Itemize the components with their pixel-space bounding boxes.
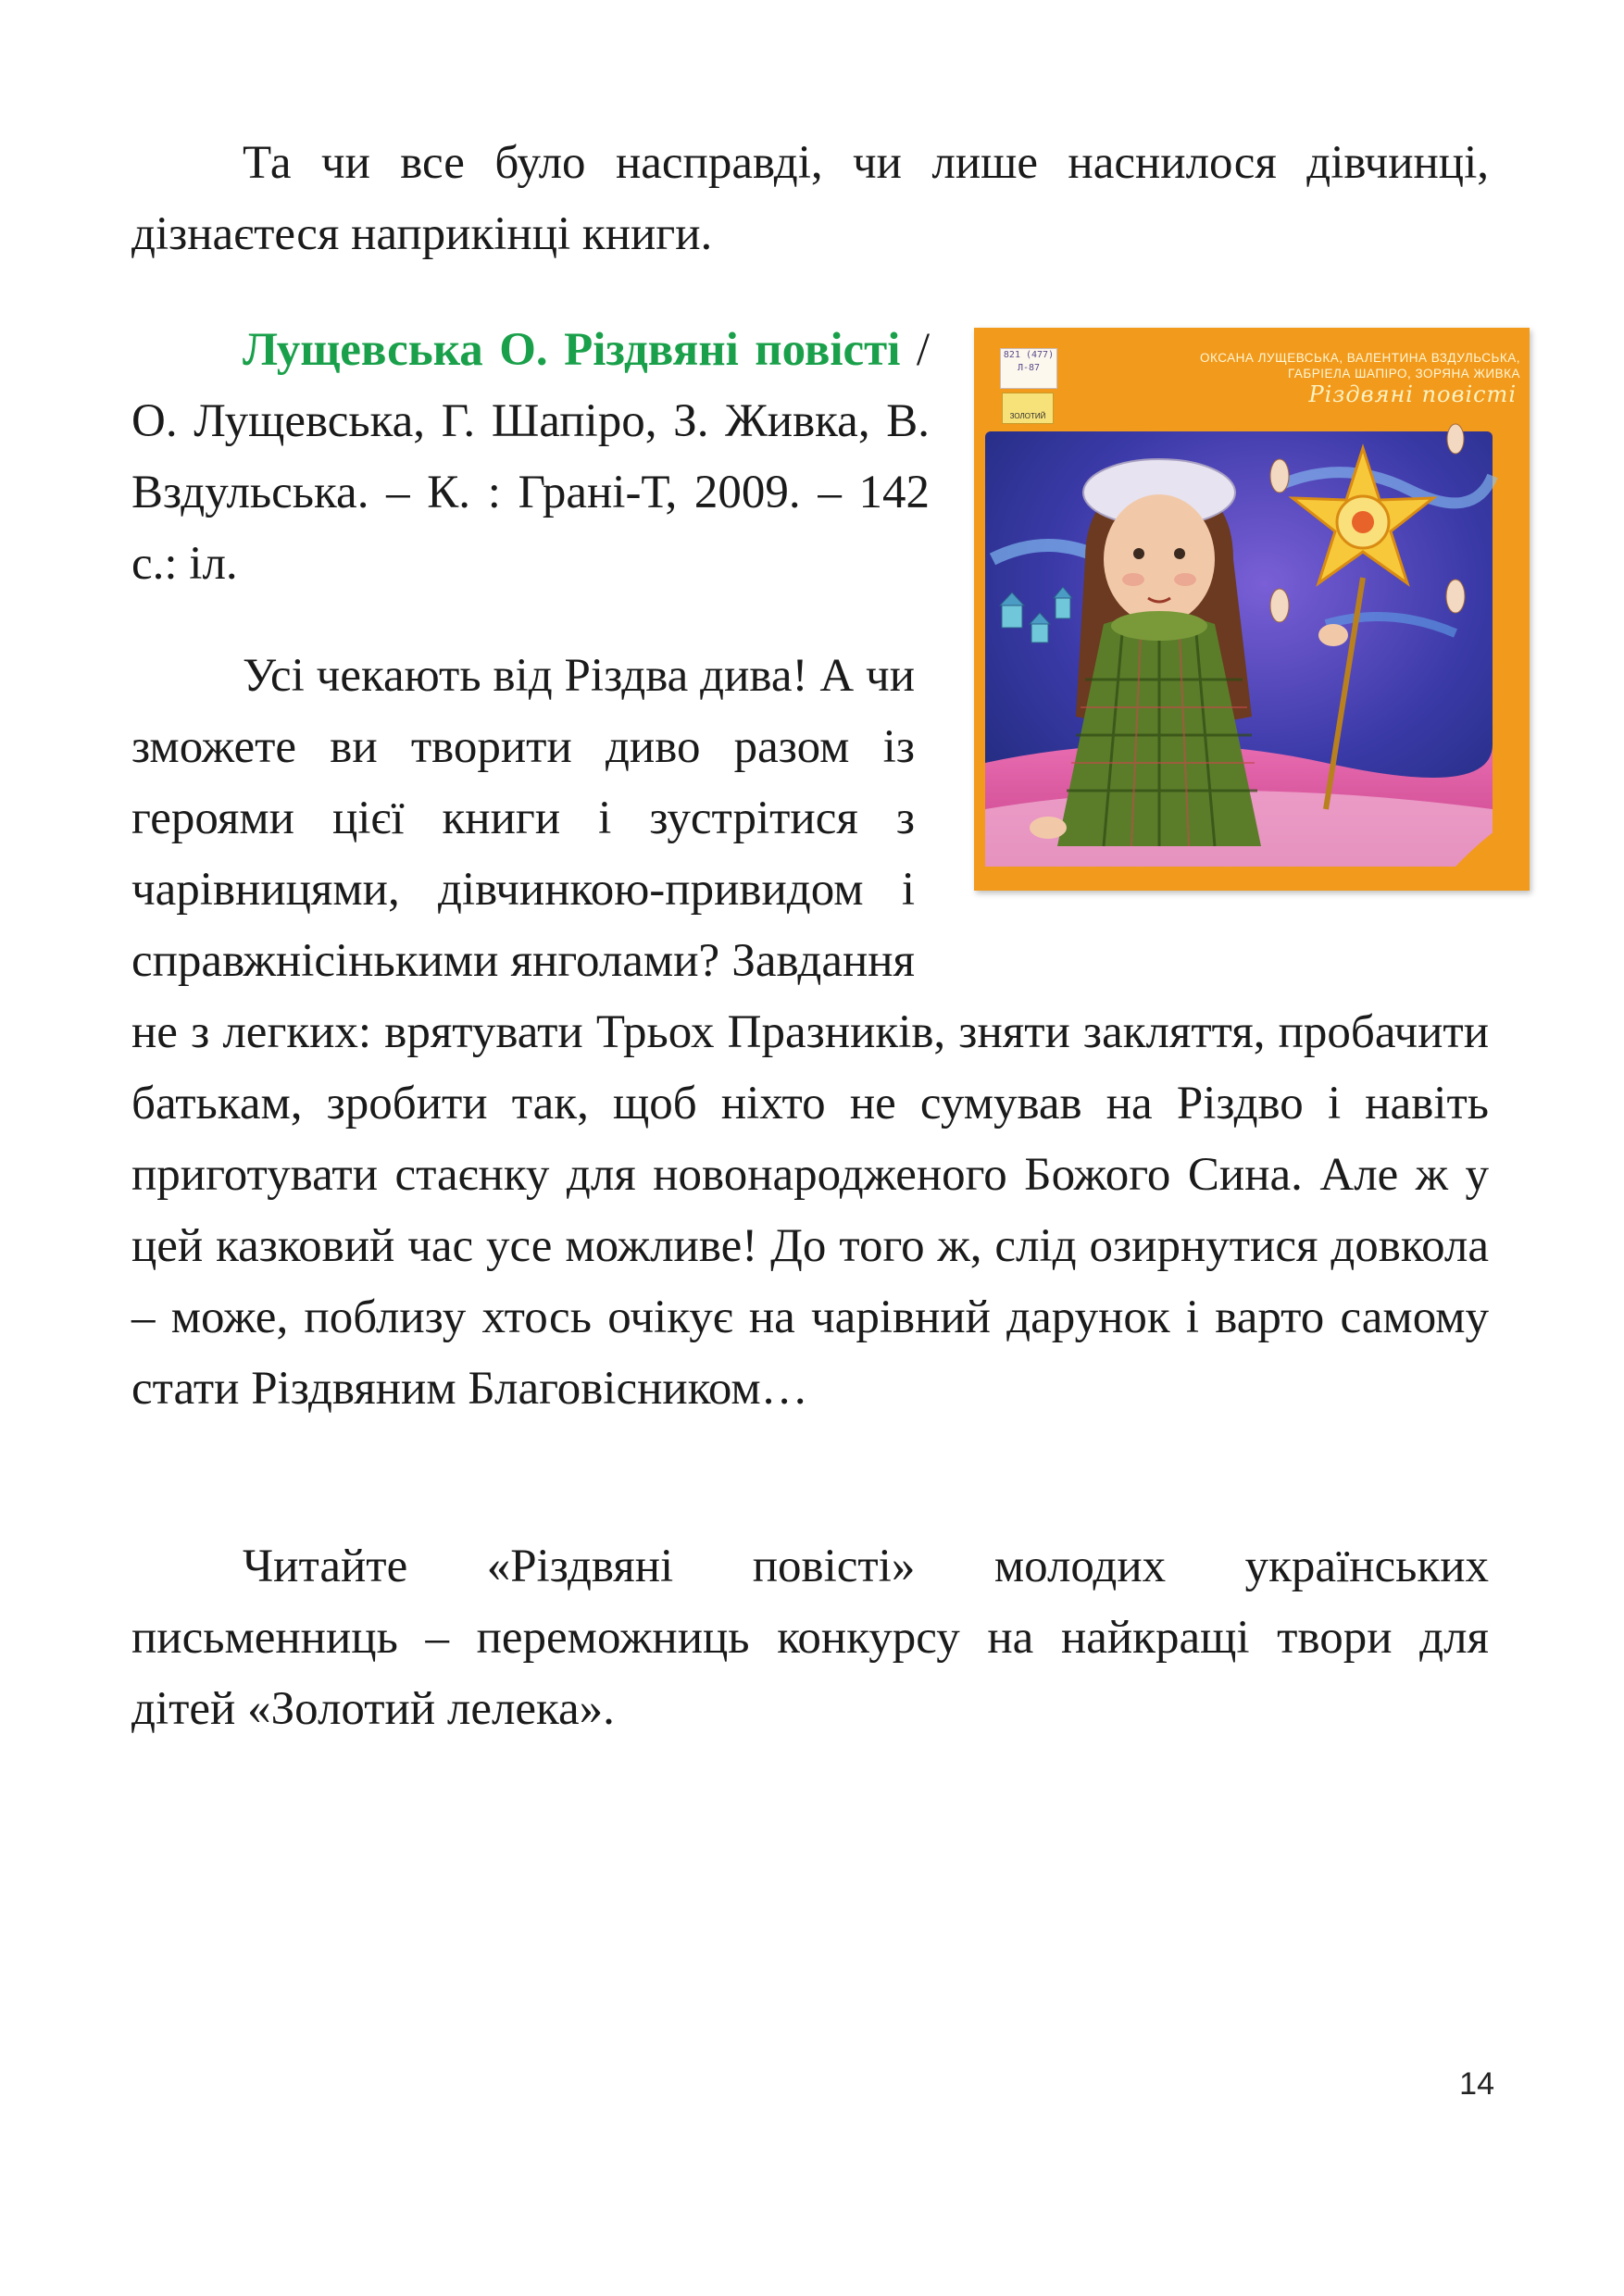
cover-authors: ОКСАНА ЛУЩЕВСЬКА, ВАЛЕНТИНА ВЗДУЛЬСЬКА, ГАБРІЕЛА ШАПІРО, ЗОРЯНА ЖИВКА [1199, 351, 1520, 381]
cover-illustration [974, 328, 1530, 891]
library-sticker-text: 821 (477) Л-87 [1003, 350, 1055, 373]
outro-paragraph: Читайте «Різдвяні повісті» молодих українських письменниць – переможниць конкурсу на найкращі твори для дітей «Золотий лелека». [131, 1541, 1489, 1735]
bibliographic-entry [131, 315, 930, 600]
library-sticker [1000, 348, 1057, 389]
book-cover-image [974, 328, 1530, 891]
intro-paragraph: Та чи все було насправді, чи лише наснилося дівчинці, дізнаєтеся наприкінці книги. [131, 137, 1489, 260]
page-number: 14 [1459, 2066, 1494, 2102]
book-details: / О. Лущевська, Г. Шапіро, З. Живка, В. Вздульська. – К. : Грані-Т, 2009. – 142 с.: іл. [131, 324, 931, 590]
publisher-logo-text: ЗОЛОТИЙ [1009, 412, 1046, 420]
description-text: Усі чекають від Різдва дива! А чи зможете ви творити диво разом із героями цієї книги і зустрітися з чарівницями, дівчинкою-привидом і справжнісінькими янголами? Завдання не з легких: врятувати Трьох Празників, зняти закляття, пробачити батькам, зробити так, щоб ніхто не сумував на Різдво і навіть приготувати стаєнку для новонародженого Божого Сина. Але ж у цей казковий час усе можливе! До того ж, слід озирнутися довкола – може, поблизу хтось очікує на чарівний дарунок і варто самому стати Різдвяним Благовісником… [131, 650, 1489, 1415]
publisher-logo [1002, 393, 1054, 424]
cover-title: Різдвяні повісті [1308, 381, 1517, 407]
book-title: Лущевська О. Різдвяні повісті [243, 324, 901, 376]
